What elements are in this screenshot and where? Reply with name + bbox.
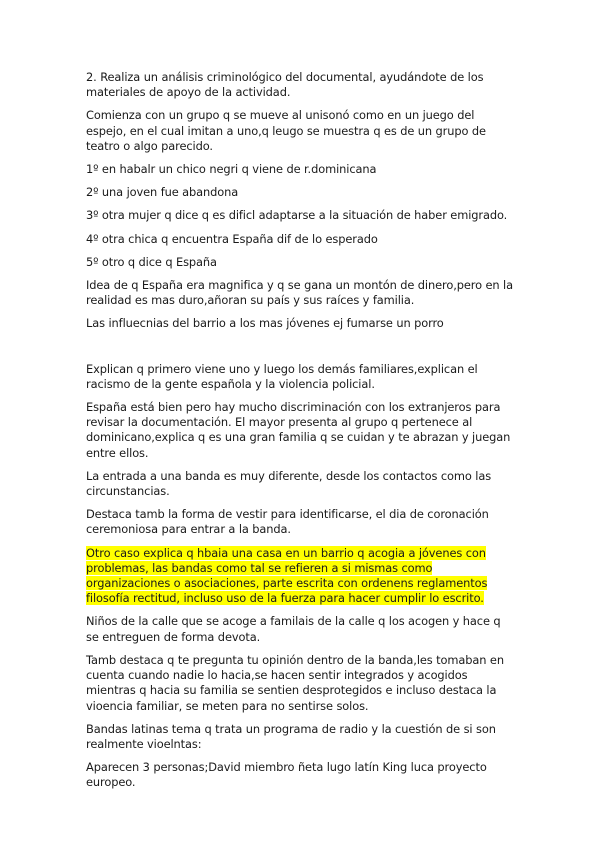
paragraph-radio: Bandas latinas tema q trata un programa de radio y la cuestión de si son realmente vioelntas: bbox=[86, 721, 496, 751]
paragraph-idea: Idea de q España era magnifica y q se gana un montón de dinero,pero en la realidad es mas duro,añoran su país y sus raíces y familia. bbox=[86, 278, 513, 308]
paragraph-influences: Las influecnias del barrio a los mas jóvenes ej fumarse un porro bbox=[86, 316, 444, 331]
paragraph-discrimination: España está bien pero hay mucho discriminación con los extranjeros para revisar la documentación. El mayor presenta al grupo q pertenece al dominicano,explica q es una gran familia q se cuidan y te abrazan y juegan entre ellos. bbox=[86, 400, 511, 460]
list-item-5: 5º otro q dice q España bbox=[86, 254, 217, 269]
paragraph-opinion: Tamb destaca q te pregunta tu opinión dentro de la banda,les tomaban en cuenta cuando nadie lo hacia,se hacen sentir integrados y acogidos mientras q hacia su familia se sentien desprotegidos e incluso destaca la vioencia familiar, se meten para no sentirse solos. bbox=[86, 652, 504, 713]
paragraph-racism: Explican q primero viene uno y luego los demás familiares,explican el racismo de la gente española y la violencia policial. bbox=[86, 361, 478, 391]
list-item-2: 2º una joven fue abandona bbox=[86, 185, 239, 200]
highlighted-text: Otro caso explica q hbaia una casa en un barrio q acogia a jóvenes con problemas, las bandas como tal se refieren a si mismas como organizaciones o asociaciones, parte escrita con ordenens reglamentos filosofía rectitud, incluso uso de la fuerza para hacer cumplir lo escrito. bbox=[86, 545, 488, 606]
document-body bbox=[86, 70, 516, 799]
list-item-1: 1º en habalr un chico negri q viene de r.dominicana bbox=[86, 162, 377, 177]
paragraph-people: Aparecen 3 personas;David miembro ñeta lugo latín King luca proyecto europeo. bbox=[86, 760, 487, 790]
question-heading: 2. Realiza un análisis criminológico del documental, ayudándote de los materiales de apoyo de la actividad. bbox=[86, 70, 484, 100]
list-item-4: 4º otra chica q encuentra España dif de lo esperado bbox=[86, 231, 378, 246]
paragraph-gang-entry: La entrada a una banda es muy diferente, desde los contactos como las circunstancias. bbox=[86, 468, 492, 499]
blank-line bbox=[86, 340, 516, 362]
list-item-3: 3º otra mujer q dice q es dificl adaptarse a la situación de haber emigrado. bbox=[86, 208, 508, 223]
paragraph-highlighted bbox=[86, 546, 516, 607]
paragraph-dress: Destaca tamb la forma de vestir para identificarse, el dia de coronación ceremoniosa para entrar a la banda. bbox=[86, 507, 489, 537]
paragraph-intro: Comienza con un grupo q se mueve al unisonó como en un juego del espejo, en el cual imitan a uno,q leugo se muestra q es de un grupo de teatro o algo parecido. bbox=[86, 108, 486, 153]
paragraph-street-kids: Niños de la calle que se acoge a familais de la calle q los acogen y hace q se entreguen de forma devota. bbox=[86, 614, 501, 644]
